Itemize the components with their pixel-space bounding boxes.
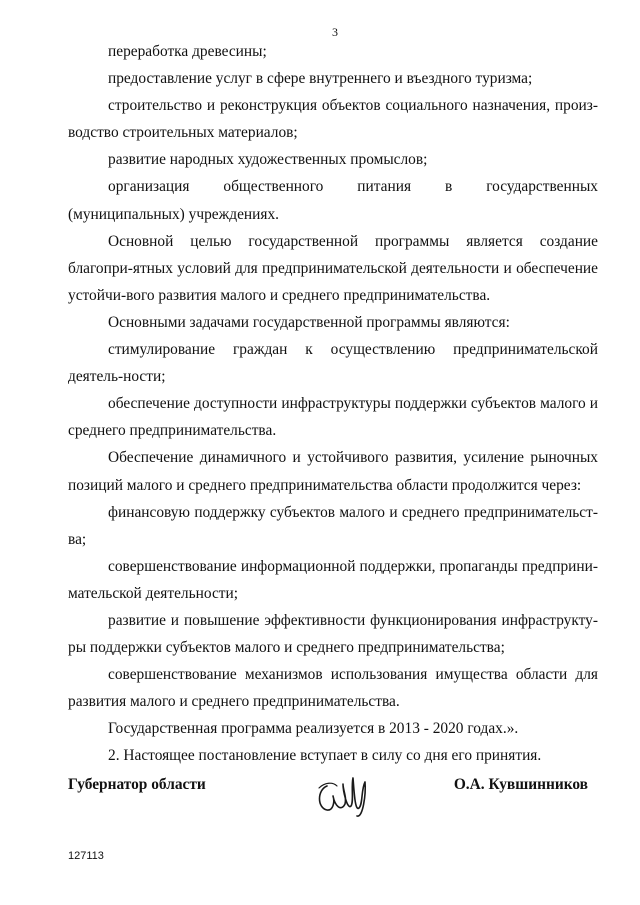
paragraph-main-goal: Основной целью государственной программы является создание благопри-ятных условий для предпринимательской деятельности и обеспечение устойчи-вого развития малого и среднего предпринимательства.: [68, 232, 598, 304]
list-item: развитие и повышение эффективности функционирования инфраструкту-ры поддержки субъектов малого и среднего предпринимательства;: [68, 611, 598, 657]
list-item: обеспечение доступности инфраструктуры поддержки субъектов малого и среднего предпринимательства.: [68, 395, 598, 440]
document-code: 127113: [68, 850, 104, 862]
list-item: строительство и реконструкция объектов социального назначения, произ-водство строительных материалов;: [68, 97, 598, 142]
list-item: предоставление услуг в сфере внутреннего и въездного туризма;: [108, 70, 533, 88]
paragraph-tasks-heading: Основными задачами государственной программы являются:: [108, 313, 510, 331]
signer-name: О.А. Кувшинников: [453, 776, 588, 793]
list-item: организация общественного питания в государственных (муниципальных) учреждениях.: [68, 178, 598, 223]
list-item: совершенствование информационной поддержки, пропаганды предприни-мательской деятельности;: [68, 557, 598, 602]
paragraph-program-period: Государственная программа реализуется в 2013 - 2020 годах.».: [108, 720, 519, 738]
signer-title: Губернатор области: [68, 776, 206, 793]
list-item: финансовую поддержку субъектов малого и среднего предпринимательст-ва;: [68, 503, 598, 548]
list-item: развитие народных художественных промыслов;: [108, 151, 428, 169]
page-number: 3: [332, 25, 338, 39]
document-body: [68, 38, 598, 770]
handwritten-signature-icon: [313, 760, 375, 820]
paragraph-effective-date: 2. Настоящее постановление вступает в силу со дня его принятия.: [108, 747, 542, 765]
list-item: стимулирование граждан к осуществлению предпринимательской деятель-ности;: [68, 341, 598, 386]
list-item: совершенствование механизмов использования имущества области для развития малого и среднего предпринимательства.: [68, 666, 598, 711]
paragraph-development: Обеспечение динамичного и устойчивого развития, усиление рыночных позиций малого и среднего предпринимательства области продолжится через:: [68, 449, 598, 494]
list-item: переработка древесины;: [108, 43, 267, 60]
